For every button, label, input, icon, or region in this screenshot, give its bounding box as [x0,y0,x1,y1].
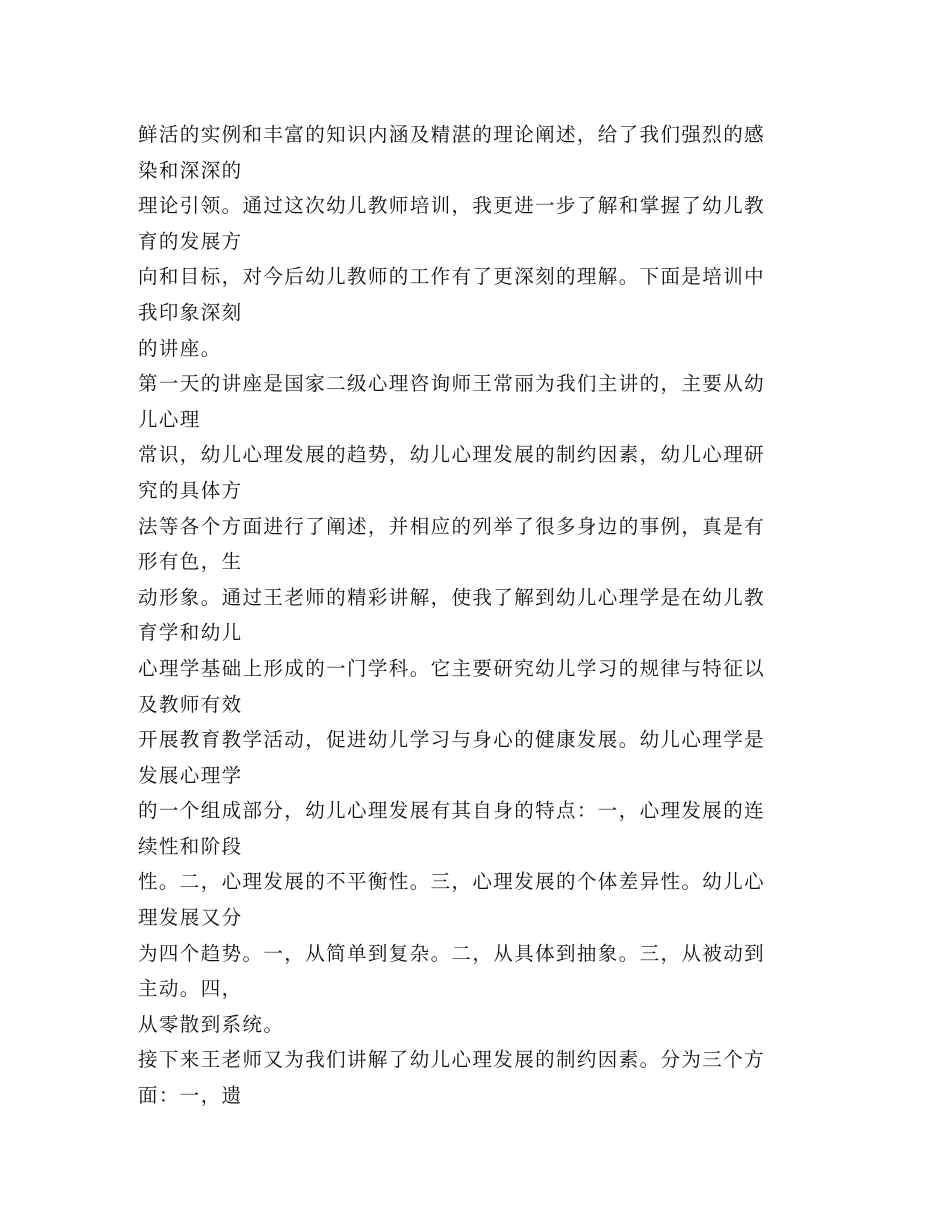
text-line: 第一天的讲座是国家二级心理咨询师王常丽为我们主讲的，主要从幼 [138,372,766,396]
text-line: 理论引领。通过这次幼儿教师培训，我更进一步了解和掌握了幼儿教 [138,194,766,218]
text-line: 法等各个方面进行了阐述，并相应的列举了很多身边的事例，真是有 [138,514,766,538]
text-line: 心理学基础上形成的一门学科。它主要研究幼儿学习的规律与特征以 [138,656,766,680]
text-line: 我印象深刻 [138,300,243,324]
text-line: 性。二，心理发展的不平衡性。三，心理发展的个体差异性。幼儿心 [138,870,766,894]
text-line: 接下来王老师又为我们讲解了幼儿心理发展的制约因素。分为三个方 [138,1048,766,1072]
text-line: 主动。四， [138,977,243,1001]
text-line: 染和深深的 [138,158,243,182]
text-line: 的一个组成部分，幼儿心理发展有其自身的特点：一，心理发展的连 [138,799,766,823]
text-line: 及教师有效 [138,692,243,716]
text-line: 面：一，遗 [138,1084,243,1108]
text-line: 育学和幼儿 [138,621,243,645]
text-line: 理发展又分 [138,906,243,930]
text-line: 续性和阶段 [138,834,243,858]
document-body [138,117,818,1114]
text-line: 形有色，生 [138,550,243,574]
text-line: 为四个趋势。一，从简单到复杂。二，从具体到抽象。三，从被动到 [138,941,766,965]
text-line: 儿心理 [138,407,201,431]
text-line: 向和目标，对今后幼儿教师的工作有了更深刻的理解。下面是培训中 [138,265,766,289]
text-line: 鲜活的实例和丰富的知识内涵及精湛的理论阐述，给了我们强烈的感 [138,123,766,146]
text-line: 究的具体方 [138,478,243,502]
text-line: 常识，幼儿心理发展的趋势，幼儿心理发展的制约因素，幼儿心理研 [138,443,766,467]
text-line: 从零散到系统。 [138,1012,285,1036]
text-line: 开展教育教学活动，促进幼儿学习与身心的健康发展。幼儿心理学是 [138,728,766,752]
text-line: 育的发展方 [138,229,243,253]
text-line: 动形象。通过王老师的精彩讲解，使我了解到幼儿心理学是在幼儿教 [138,585,766,609]
text-line: 发展心理学 [138,763,243,787]
text-line: 的讲座。 [138,336,222,360]
